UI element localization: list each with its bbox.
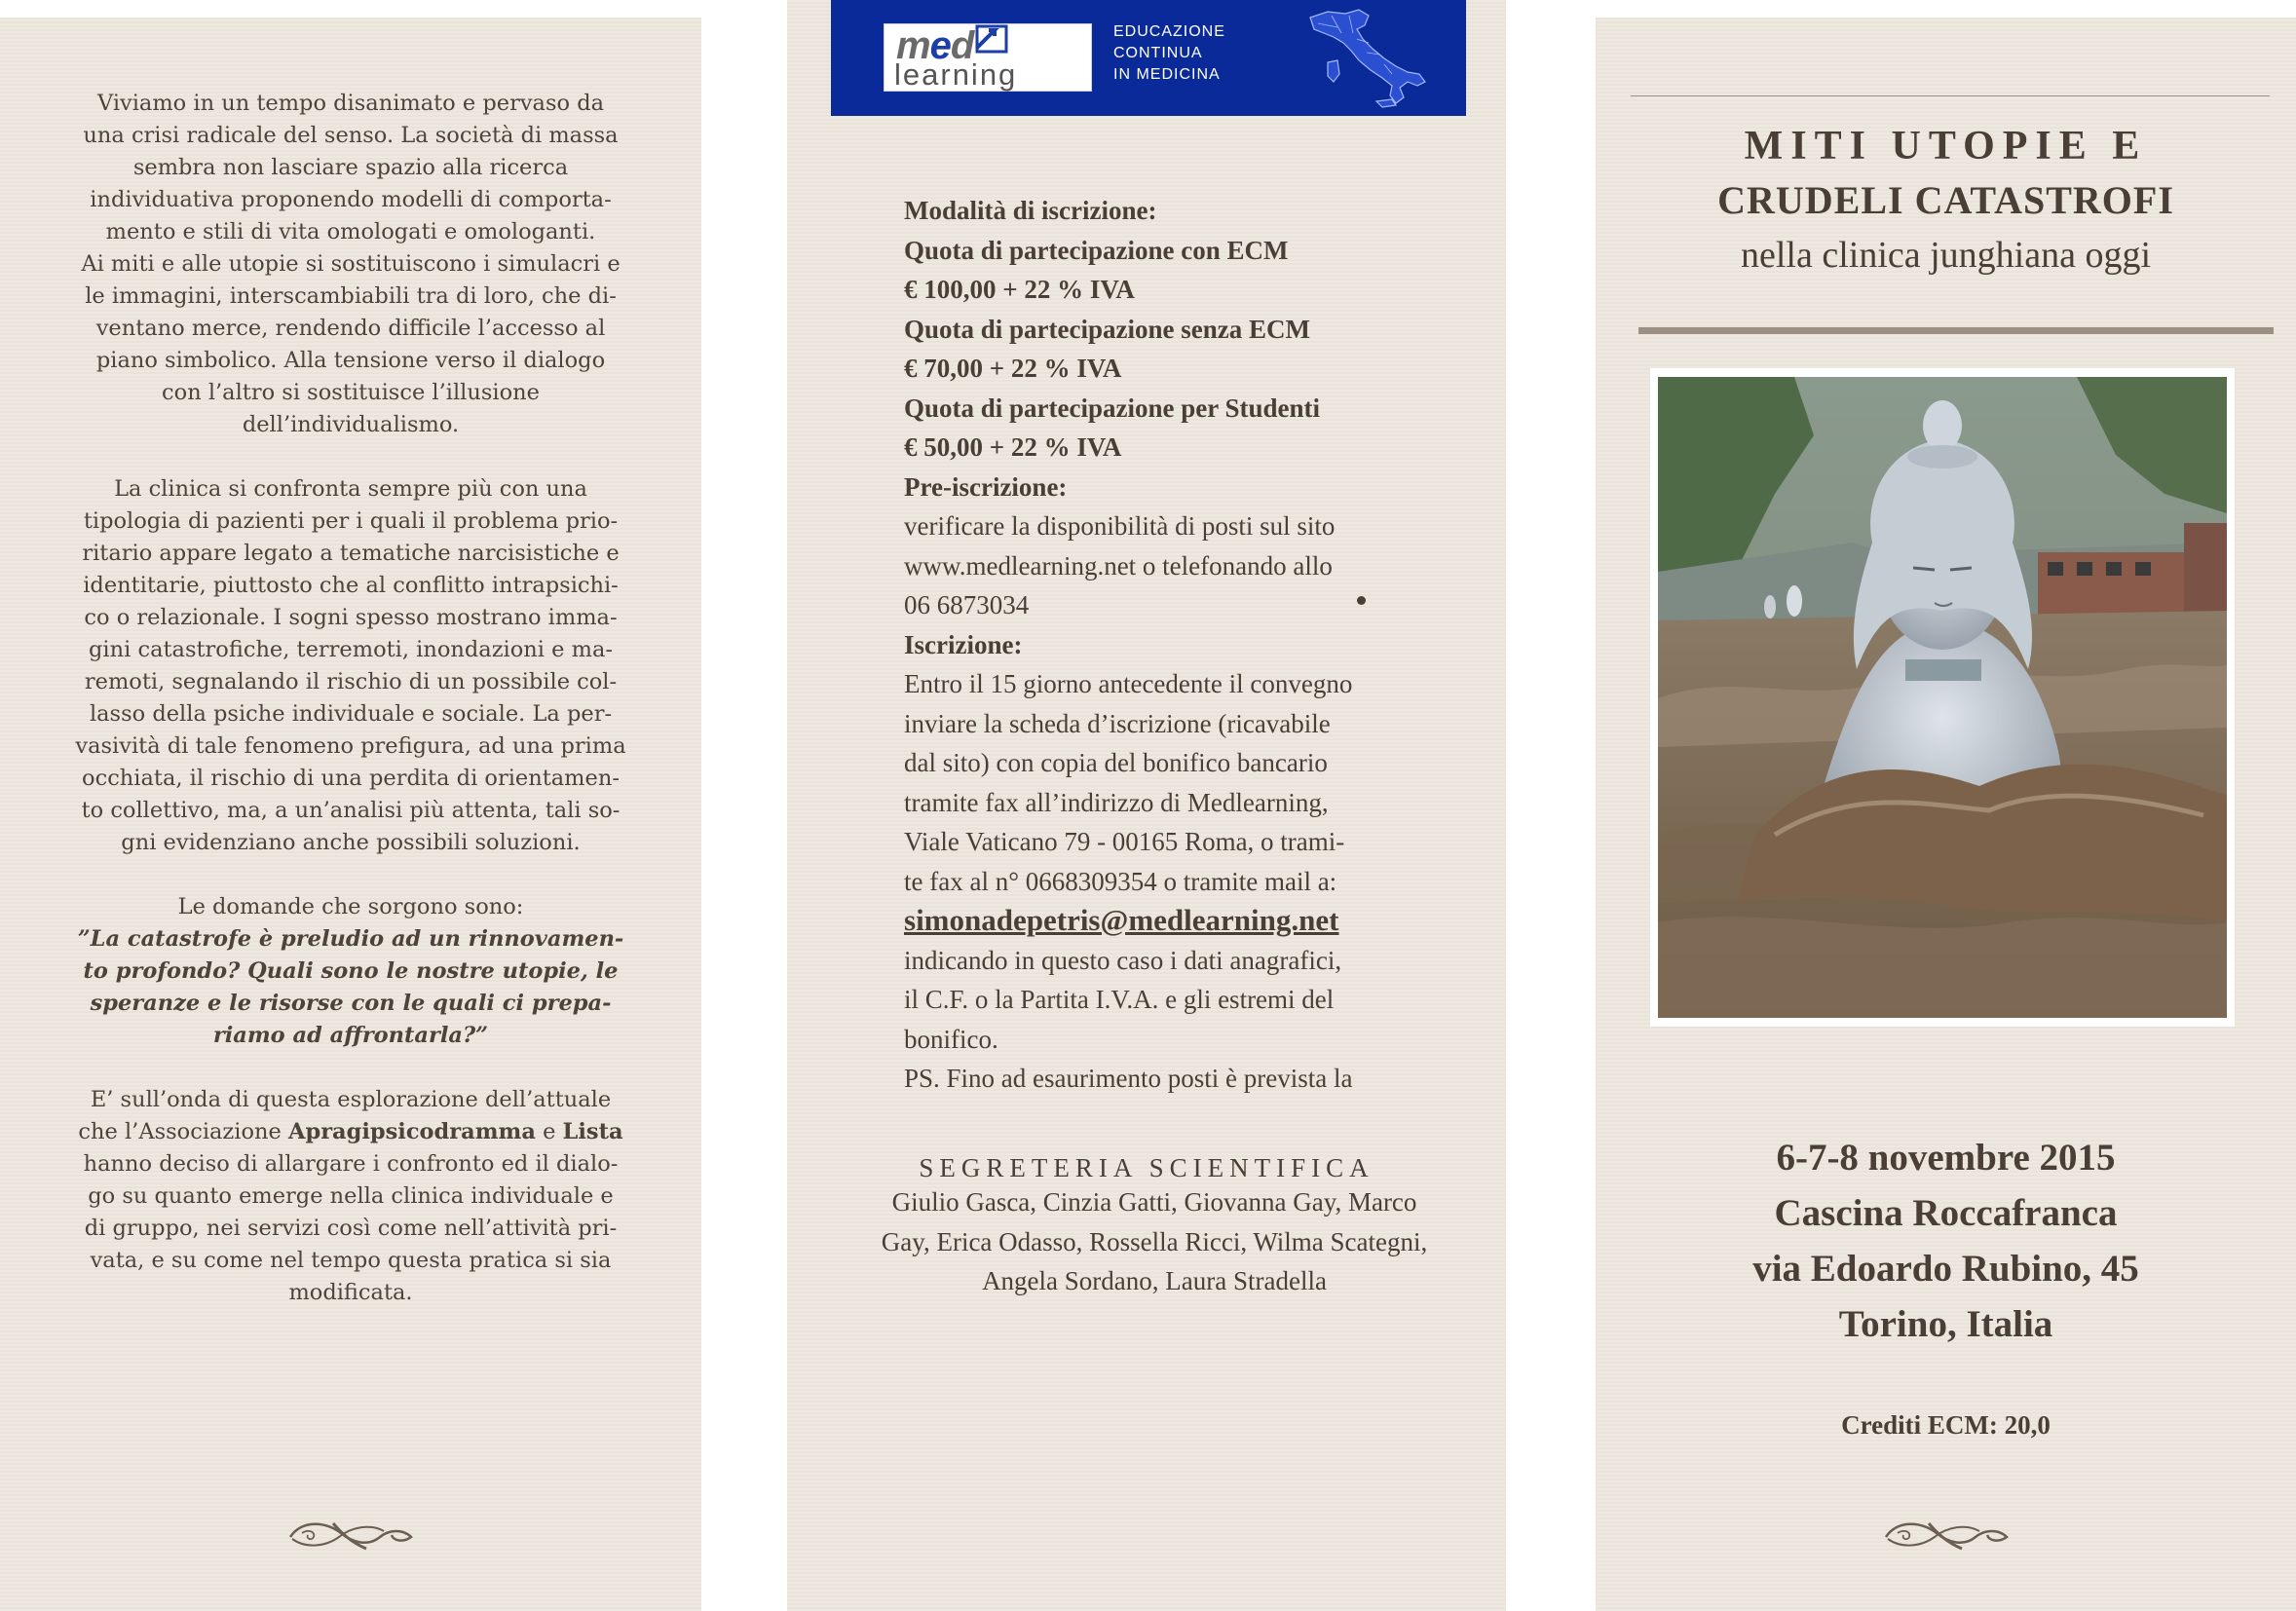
registration-line: 06 6873034 (904, 590, 1030, 619)
registration-line: € 50,00 + 22 % IVA (904, 432, 1122, 462)
left-column-text (68, 88, 633, 1309)
text-line: sembra non lasciare spazio alla ricerca (132, 155, 569, 180)
text-line: una crisi radicale del senso. La società di massa (83, 123, 619, 148)
registration-line: Iscrizione: (904, 629, 1023, 659)
text-line: le immagini, interscambiabili tra di loro, che di- (85, 283, 617, 309)
event-details (1596, 1130, 2296, 1352)
question-line: riamo ad affrontarla?” (212, 1023, 489, 1048)
text-line: vasività di tale fenomeno prefigura, ad una prima (75, 733, 626, 759)
text-line: ritario appare legato a tematiche narcisistiche e (82, 541, 620, 566)
text-line: dell’individualismo. (242, 412, 460, 437)
segreteria-names (847, 1182, 1461, 1301)
association-name: Lista (562, 1119, 623, 1144)
email-link[interactable]: simonadepetris@medlearning.net (904, 903, 1339, 937)
text-line: gni evidenziano anche possibili soluzioni. (121, 830, 581, 855)
logo-letter: d (950, 24, 974, 67)
logo-tagline (1113, 21, 1225, 86)
registration-line: Modalità di iscrizione: (904, 196, 1157, 225)
text-line: di gruppo, nei servizi così come nell’attività pri- (84, 1216, 618, 1241)
logo-letter: e (929, 24, 951, 67)
names-line: Angela Sordano, Laura Stradella (982, 1266, 1327, 1295)
event-subtitle: nella clinica junghiana oggi (1740, 235, 2152, 276)
registration-line: dal sito) con copia del bonifico bancario (904, 748, 1328, 777)
logo-arrow-icon (975, 24, 1008, 54)
text-line: remoti, segnalando il rischio di un possibile col- (84, 669, 618, 694)
question-line: speranze e le risorse con le quali ci prepa- (90, 991, 612, 1016)
text-line: hanno deciso di allargare i confronto ed il dialo- (83, 1151, 619, 1177)
text-line: Ai miti e alle utopie si sostituiscono i simulacri e (81, 251, 621, 277)
text-line: piano simbolico. Alla tensione verso il dialogo (95, 348, 606, 373)
registration-line: € 100,00 + 22 % IVA (904, 275, 1135, 304)
text-line: vata, e su come nel tempo questa pratica si sia (90, 1248, 612, 1273)
text-line: modificata. (288, 1280, 413, 1305)
text-line: ventano merce, rendendo difficile l’accesso al (95, 316, 606, 341)
event-venue: Cascina Roccafranca (1774, 1192, 2118, 1234)
text-line: E’ sull’onda di questa esplorazione dell’attuale (90, 1087, 612, 1112)
registration-line: € 70,00 + 22 % IVA (904, 354, 1122, 383)
event-address: via Edoardo Rubino, 45 (1752, 1248, 2139, 1290)
registration-line: www.medlearning.net o telefonando allo (904, 550, 1333, 581)
names-line: Gay, Erica Odasso, Rossella Ricci, Wilma Scategni, (881, 1226, 1428, 1256)
text-span: e (535, 1119, 563, 1144)
event-city: Torino, Italia (1838, 1303, 2053, 1345)
registration-line: bonifico. (904, 1024, 998, 1054)
divider (1631, 95, 2270, 96)
text-line: to collettivo, ma, a un’analisi più attenta, tali so- (81, 798, 621, 823)
text-line: lasso della psiche individuale e sociale. La per- (89, 701, 613, 727)
photo-frame (1650, 368, 2235, 1027)
registration-line: te fax al n° 0668309354 o tramite mail a: (904, 866, 1337, 896)
registration-line: il C.F. o la Partita I.V.A. e gli estremi del (904, 985, 1335, 1014)
ecm-credits: Crediti ECM: 20,0 (1841, 1410, 2051, 1440)
medlearning-banner (831, 0, 1466, 116)
registration-line: PS. Fino ad esaurimento posti è prevista la (904, 1064, 1353, 1093)
registration-line: Quota di partecipazione senza ECM (904, 314, 1310, 344)
association-name: Apragipsicodramma (288, 1119, 536, 1144)
text-line: con l’altro si sostituisce l’illusione (162, 380, 540, 405)
text-line: go su quanto emerge nella clinica individuale e (88, 1183, 614, 1209)
registration-info (904, 191, 1449, 1099)
registration-line: indicando in questo caso i dati anagrafici, (904, 945, 1342, 975)
registration-line: Quota di partecipazione per Studenti (904, 393, 1321, 423)
text-line: mento e stili di vita omologati e omologanti. (105, 219, 596, 244)
registration-line: inviare la scheda d’iscrizione (ricavabile (904, 708, 1331, 738)
text-span: che l’Associazione (78, 1119, 288, 1144)
text-line: co o relazionale. I sogni spesso mostrano imma- (84, 605, 618, 630)
questions-block (68, 891, 633, 1052)
text-line: tipologia di pazienti per i quali il problema prio- (83, 508, 619, 534)
registration-line: Pre-iscrizione: (904, 471, 1068, 502)
registration-line: Viale Vaticano 79 - 00165 Roma, o trami- (904, 827, 1345, 856)
tagline-line: EDUCAZIONE (1113, 23, 1225, 40)
segreteria-title: SEGRETERIA SCIENTIFICA (919, 1153, 1374, 1182)
question-line: ”La catastrofe è preludio ad un rinnovamen- (77, 926, 624, 952)
registration-line: Quota di partecipazione con ECM (904, 235, 1289, 265)
names-line: Giulio Gasca, Cinzia Gatti, Giovanna Gay, Marco (891, 1187, 1417, 1217)
event-title-line-1: MITI UTOPIE E (1744, 124, 2148, 169)
divider (1638, 327, 2274, 334)
event-title-line-2: CRUDELI CATASTROFI (1717, 178, 2174, 222)
text-line: individuativa proponendo modelli di comporta- (90, 187, 612, 212)
clinic-paragraph (68, 473, 633, 859)
registration-line: tramite fax all’indirizzo di Medlearning, (904, 787, 1329, 817)
text-line: La clinica si confronta sempre più con una (114, 476, 587, 502)
text-line: gini catastrofiche, terremoti, inondazioni e ma- (89, 637, 613, 662)
tagline-line: CONTINUA (1113, 45, 1203, 61)
registration-line: verificare la disponibilità di posti sul sito (904, 511, 1336, 541)
intro-paragraph (68, 88, 633, 441)
medlearning-logo (884, 23, 1092, 92)
text-line: Viviamo in un tempo disanimato e pervaso da (96, 91, 605, 116)
question-line: to profondo? Quali sono le nostre utopie, le (83, 958, 619, 984)
association-paragraph (68, 1084, 633, 1309)
italy-map-icon (1299, 4, 1435, 111)
text-line: occhiata, il rischio di una perdita di orientamen- (82, 766, 620, 791)
event-date: 6-7-8 novembre 2015 (1776, 1137, 2116, 1179)
flourish-ornament-icon (1878, 1510, 2014, 1558)
logo-learning-text: learning (894, 57, 1018, 92)
text-line (68, 1116, 633, 1148)
flourish-ornament-icon (282, 1510, 419, 1558)
shiva-statue-flood-photo (1658, 377, 2227, 1018)
registration-line: Entro il 15 giorno antecedente il convegno (904, 669, 1353, 698)
bullet-dot (1357, 596, 1366, 605)
text-line: identitarie, piuttosto che al conflitto intrapsichi- (83, 573, 619, 598)
questions-intro: Le domande che sorgono sono: (177, 894, 524, 919)
tagline-line: IN MEDICINA (1113, 66, 1221, 83)
logo-letter: m (896, 24, 930, 67)
